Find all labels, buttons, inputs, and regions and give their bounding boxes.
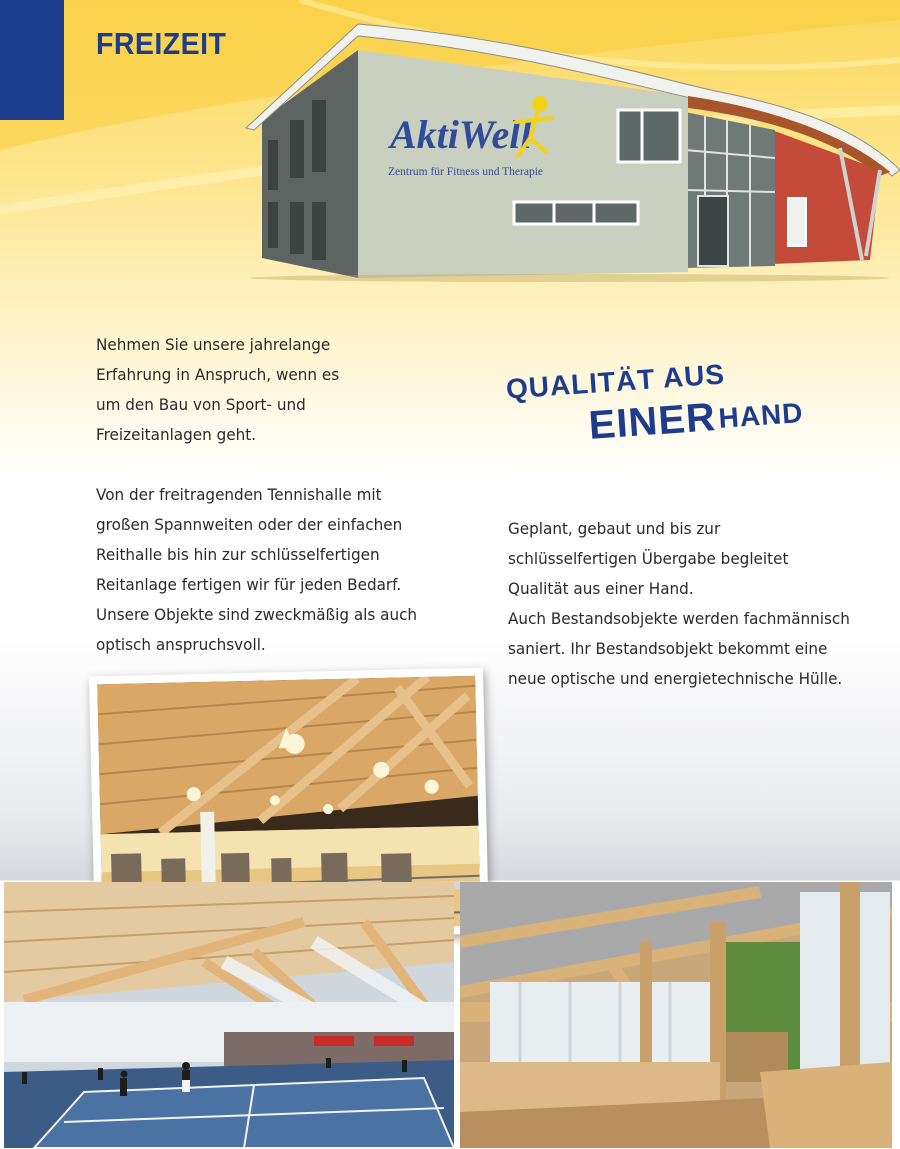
section-color-bar xyxy=(0,0,64,120)
slogan-line-2-small: HAND xyxy=(717,397,805,434)
riding-hall-photo xyxy=(460,882,892,1148)
slogan-line-2-big: EINER xyxy=(587,395,718,448)
intro-paragraph: Nehmen Sie unsere jahrelange Erfahrung in Anspruch, wenn es um den Bau von Sport- und Freizeitanlagen geht. xyxy=(96,335,340,444)
slogan xyxy=(500,337,836,460)
quality-paragraph: Geplant, gebaut und bis zur schlüsselfertigen Übergabe begleitet Qualität aus einer Hand. xyxy=(508,519,789,598)
building-subtitle: Zentrum für Fitness und Therapie xyxy=(388,166,544,178)
renovation-paragraph: Auch Bestandsobjekte werden fachmännisch saniert. Ihr Bestandsobjekt bekommt eine neue optische und energietechnische Hülle. xyxy=(508,609,850,688)
building-photo xyxy=(240,20,900,282)
facilities-paragraph: Von der freitragenden Tennishalle mit großen Spannweiten oder der einfachen Reithalle bis hin zur schlüsselfertigen Reitanlage fertigen wir für jeden Bedarf. Unsere Objekte sind zweckmäßig als auch optisch anspruchsvoll. xyxy=(96,485,418,654)
section-title: FREIZEIT xyxy=(96,26,227,61)
tennis-hall-photo xyxy=(4,882,454,1148)
building-logo-text: AktiWell xyxy=(390,112,532,157)
slogan-line-1: QUALITÄT AUS xyxy=(504,358,726,405)
